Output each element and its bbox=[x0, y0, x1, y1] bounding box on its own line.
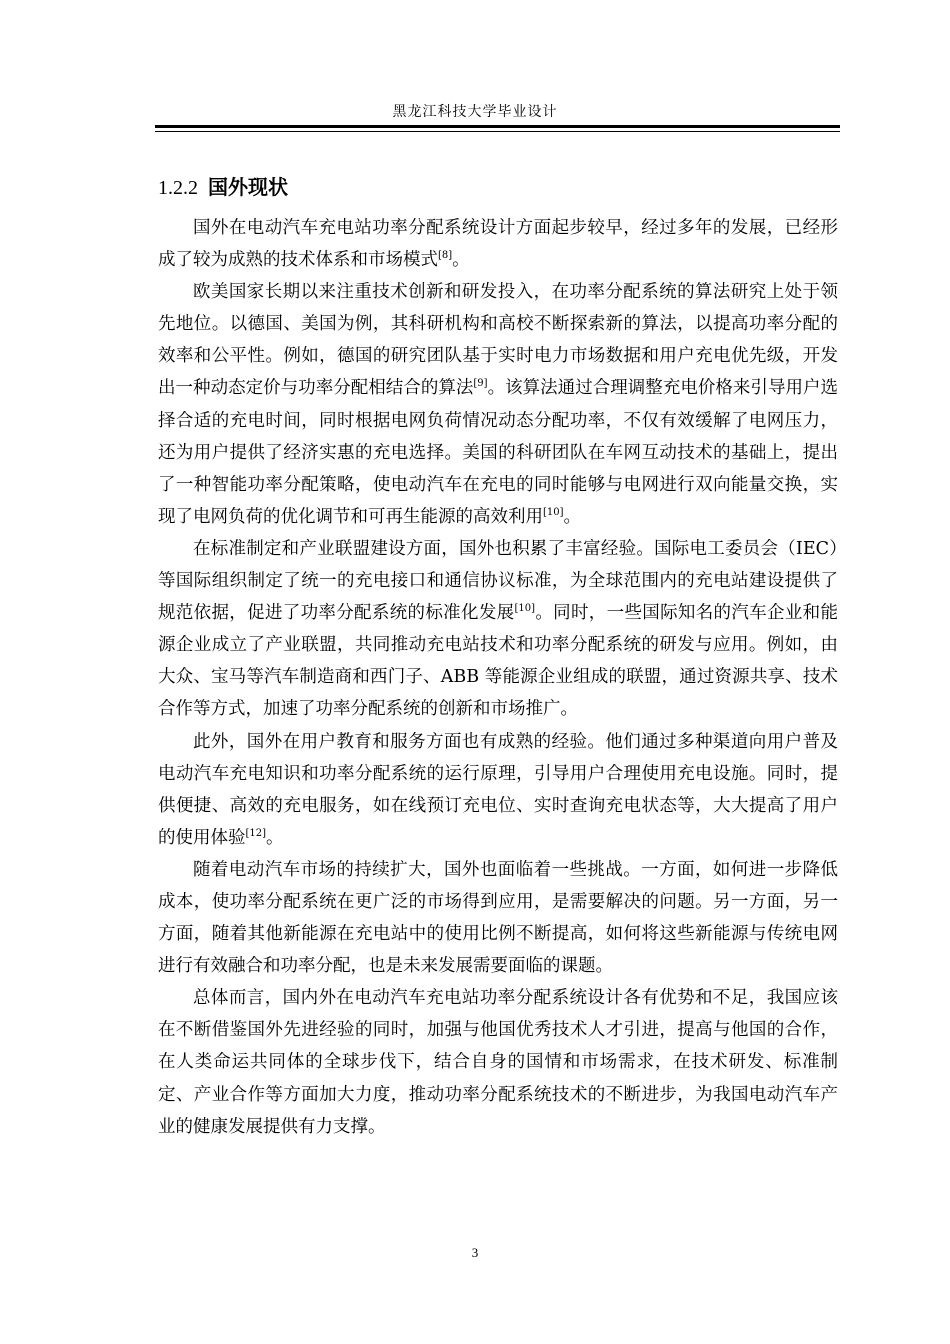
citation-ref: [10] bbox=[543, 506, 564, 518]
paragraph-5-text: 随着电动汽车市场的持续扩大，国外也面临着一些挑战。一方面，如何进一步降低成本，使功率分配系统在更广泛的市场得到应用，是需要解决的问题。另一方面，另一方面，随着其他新能源在充电站中的使用比例不断提高，如何将这些新能源与传统电网进行有效融合和功率分配，也是未来发展需要面临的课题。 bbox=[158, 859, 838, 977]
paragraph-4-text: 此外，国外在用户教育和服务方面也有成熟的经验。他们通过多种渠道向用户普及电动汽车充电知识和功率分配系统的运行原理，引导用户合理使用充电设施。同时，提供便捷、高效的充电服务，如在线预订充电位、实时查询充电状态等，大大提高了用户的使用体验 bbox=[158, 731, 838, 848]
section-number: 1.2.2 bbox=[158, 177, 198, 199]
citation-ref: [8] bbox=[438, 250, 453, 262]
citation-ref: [9] bbox=[473, 378, 488, 390]
section-heading bbox=[158, 172, 288, 203]
paragraph-3-text: 在标准制定和产业联盟建设方面，国外也积累了丰富经验。国际电工委员会（IEC）等国际组织制定了统一的充电接口和通信协议标准，为全球范围内的充电站建设提供了规范依据，促进了功率分配系统的标准化发展 bbox=[158, 538, 838, 624]
paragraph-1 bbox=[158, 212, 838, 276]
page-number: 3 bbox=[471, 1245, 479, 1260]
header-rule-thick bbox=[155, 125, 840, 128]
paragraph-2 bbox=[158, 276, 838, 533]
body-text bbox=[158, 212, 838, 1143]
paragraph-2-tail: 。 bbox=[563, 506, 582, 527]
paragraph-5 bbox=[158, 854, 838, 982]
paragraph-6 bbox=[158, 982, 838, 1142]
paragraph-3-tail: 。同时，一些国际知名的汽车企业和能源企业成立了产业联盟，共同推动充电站技术和功率分配系统的研发与应用。例如，由大众、宝马等汽车制造商和西门子、ABB 等能源企业组成的联盟，通过资源共享、技术合作等方式，加速了功率分配系统的创新和市场推广。 bbox=[158, 603, 838, 720]
paragraph-6-text: 总体而言，国内外在电动汽车充电站功率分配系统设计各有优势和不足，我国应该在不断借鉴国外先进经验的同时，加强与他国优秀技术人才引进，提高与他国的合作，在人类命运共同体的全球步伐下，结合自身的国情和市场需求，在技术研发、标准制定、产业合作等方面加大力度，推动功率分配系统技术的不断进步，为我国电动汽车产业的健康发展提供有力支撑。 bbox=[158, 988, 838, 1137]
paragraph-2-middle: 。该算法通过合理调整充电价格来引导用户选择合适的充电时间，同时根据电网负荷情况动态分配功率，不仅有效缓解了电网压力，还为用户提供了经济实惠的充电选择。美国的科研团队在车网互动技术的基础上，提出了一种智能功率分配策略，使电动汽车在充电的同时能够与电网进行双向能量交换，实现了电网负荷的优化调节和可再生能源的高效利用 bbox=[158, 378, 839, 527]
paragraph-4 bbox=[158, 726, 838, 854]
paragraph-2-text: 欧美国家长期以来注重技术创新和研发投入，在功率分配系统的算法研究上处于领先地位。以德国、美国为例，其科研机构和高校不断探索新的算法，以提高功率分配的效率和公平性。例如，德国的研究团队基于实时电力市场数据和用户充电优先级，开发出一种动态定价与功率分配相结合的算法 bbox=[158, 282, 838, 399]
paragraph-1-text: 国外在电动汽车充电站功率分配系统设计方面起步较早，经过多年的发展，已经形成了较为成熟的技术体系和市场模式 bbox=[158, 218, 838, 271]
citation-ref: [10] bbox=[514, 603, 535, 615]
section-title: 国外现状 bbox=[208, 175, 288, 199]
header-rule-thin bbox=[155, 131, 840, 132]
paragraph-4-tail: 。 bbox=[266, 827, 284, 848]
running-header: 黑龙江科技大学毕业设计 bbox=[392, 104, 558, 120]
citation-ref: [12] bbox=[245, 827, 267, 839]
paragraph-3 bbox=[158, 533, 838, 726]
paragraph-1-tail: 。 bbox=[452, 250, 470, 271]
